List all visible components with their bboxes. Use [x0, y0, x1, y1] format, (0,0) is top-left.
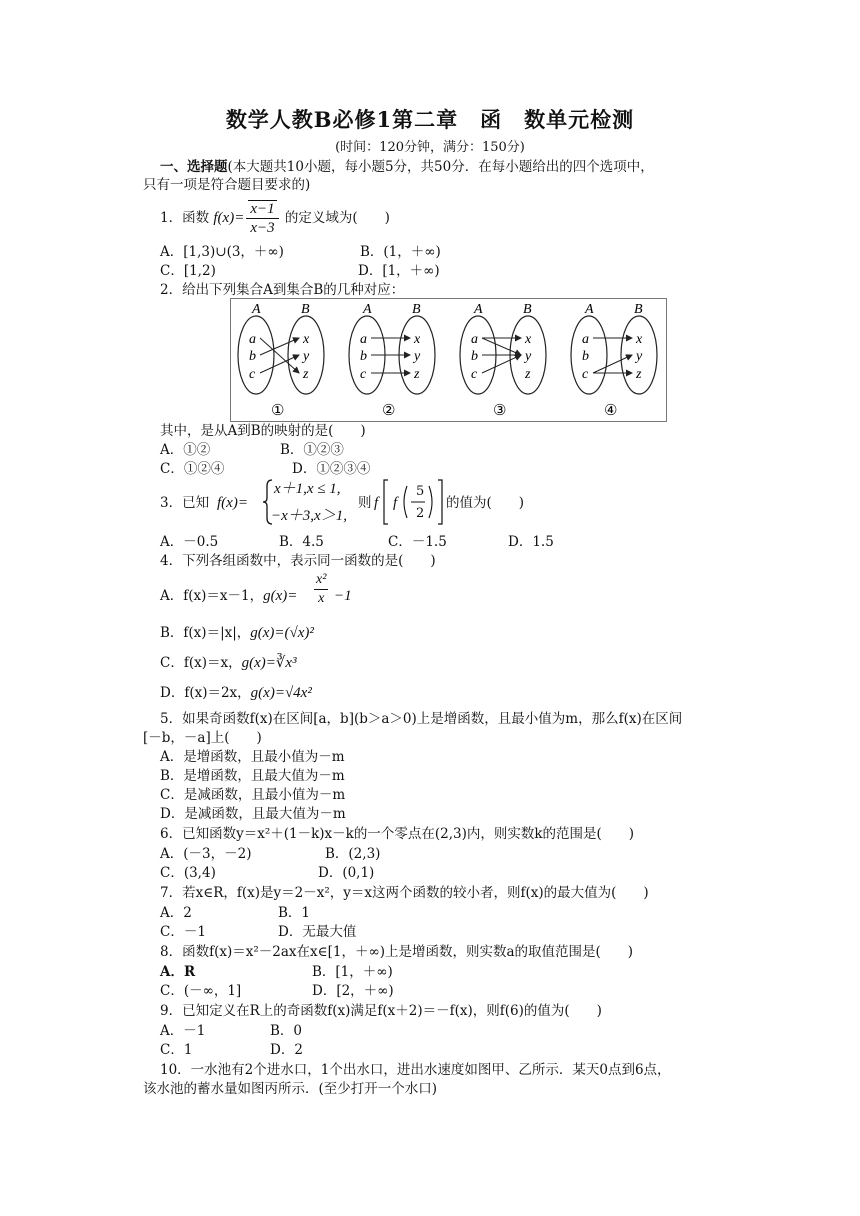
q7-option-c: C．－1: [160, 924, 206, 940]
q5-line-1: 5．如果奇函数f(x)在区间[a，b](b＞a＞0)上是增函数，且最小值为m，那么f(x)在区间: [160, 711, 683, 727]
q4-a-left: A．f(x)＝x－1，: [160, 588, 264, 604]
element-a: a: [249, 332, 256, 347]
page-subtitle: (时间：120分钟，满分：150分): [335, 140, 525, 155]
q3-option-b: B．4.5: [279, 534, 324, 550]
element-z: z: [303, 367, 309, 382]
section-heading-line: [160, 158, 654, 176]
q1-suffix: 的定义域为( ): [284, 210, 390, 226]
q8-option-a: A．R: [160, 964, 196, 980]
element-c: c: [582, 367, 589, 382]
q1-option-a: A．[1,3)∪(3，＋∞): [160, 244, 284, 260]
q3-case-1: x＋1,x ≤ 1,: [274, 481, 341, 497]
q4-option-b: [160, 624, 314, 642]
mapping-arrow: [482, 355, 521, 373]
element-a: a: [582, 332, 589, 347]
q9-option-d: D．2: [270, 1042, 303, 1058]
q1-fraction: [246, 200, 278, 237]
set-a-label: A: [363, 302, 372, 317]
mapping-arrow: [593, 355, 632, 373]
element-b: b: [582, 349, 589, 364]
mapping-arrow: [260, 355, 299, 373]
q5-option-c: C．是减函数，且最小值为－m: [160, 787, 346, 803]
q4-option-a: [160, 587, 297, 605]
q5-option-d: D．是减函数，且最大值为－m: [160, 806, 346, 822]
mapping-arrow: [260, 338, 299, 373]
q10-line-2: 该水池的蓄水量如图丙所示．(至少打开一个水口): [143, 1081, 438, 1097]
q1-option-c: C．[1,2): [160, 263, 216, 279]
element-z: z: [414, 367, 420, 382]
q2-text: 2．给出下列集合A到集合B的几种对应：: [160, 282, 405, 298]
q4-d-left: D．f(x)＝2x，: [160, 685, 251, 701]
q6-text: 6．已知函数y＝x²＋(1－k)x－k的一个零点在(2,3)内，则实数k的范围是( ): [160, 826, 635, 842]
element-z: z: [636, 367, 642, 382]
q8-option-c: C．(－∞，1]: [160, 983, 242, 999]
q4-a-tail: −1: [334, 588, 352, 604]
element-x: x: [303, 332, 310, 347]
set-a-label: A: [585, 302, 594, 317]
q3-inner-f: f: [393, 495, 398, 511]
set-b-label: B: [523, 302, 532, 317]
question-1: [160, 200, 390, 237]
q9-option-b: B．0: [270, 1023, 303, 1039]
element-x: x: [636, 332, 643, 347]
q3-fx: f(x)=: [217, 495, 248, 511]
q1-option-d: D．[1，＋∞): [358, 263, 440, 279]
q6-option-b: B．(2,3): [325, 846, 381, 862]
q3-option-a: A．－0.5: [160, 534, 219, 550]
q1-option-b: B．(1，＋∞): [360, 244, 441, 260]
q3-suffix: 的值为( ): [446, 495, 525, 511]
q5-option-a: A．是增函数，且最小值为－m: [160, 749, 345, 765]
element-b: b: [471, 349, 478, 364]
element-z: z: [525, 367, 531, 382]
q4-text: 4．下列各组函数中，表示同一函数的是( ): [160, 553, 436, 569]
q3-brackets: [382, 478, 444, 526]
element-b: b: [249, 349, 256, 364]
element-c: c: [249, 367, 256, 382]
section-desc-1: (本大题共10小题，每小题5分，共50分．在每小题给出的四个选项中，: [227, 159, 654, 175]
element-y: y: [414, 349, 421, 364]
q10-line-1: 10．一水池有2个进水口，1个出水口，进出水速度如图甲、乙所示．某天0点到6点，: [160, 1062, 671, 1078]
set-a-ellipse: [571, 316, 607, 394]
q4-a-numerator: x²: [314, 571, 328, 590]
diagram-label: ④: [604, 401, 618, 419]
q7-option-a: A．2: [160, 905, 192, 921]
q1-fx: f(x)=: [213, 210, 245, 226]
element-x: x: [414, 332, 421, 347]
mapping-arrow: [260, 338, 299, 355]
q9-option-a: A．－1: [160, 1023, 206, 1039]
q8-option-d: D．[2，＋∞): [312, 983, 394, 999]
set-b-label: B: [301, 302, 310, 317]
section-desc-2: 只有一项是符合题目要求的): [143, 177, 311, 193]
q7-text: 7．若x∈R，f(x)是y＝2－x²，y＝x这两个函数的较小者，则f(x)的最大值为( ): [160, 885, 649, 901]
set-a-label: A: [474, 302, 483, 317]
element-c: c: [360, 367, 367, 382]
q4-b-g: g(x)=(√x)²: [250, 625, 314, 641]
q9-text: 9．已知定义在R上的奇函数f(x)满足f(x＋2)＝－f(x)，则f(6)的值为( ): [160, 1003, 602, 1019]
diagram-label: ③: [493, 401, 507, 419]
mapping-diagram-svg: [231, 299, 666, 421]
q6-option-a: A．(－3，－2): [160, 846, 252, 862]
q1-denominator: x−3: [250, 220, 275, 236]
set-a-ellipse: [238, 316, 274, 394]
mapping-diagram-3: [460, 302, 546, 419]
section-heading: 一、选择题: [160, 159, 228, 175]
q2-option-a: A．①②: [160, 442, 211, 458]
q4-a-g: g(x)=: [263, 588, 298, 604]
q2-option-b: B．①②③: [280, 442, 344, 458]
q2-ask: 其中，是从A到B的映射的是( ): [160, 423, 366, 439]
q1-prefix: 1．函数: [160, 210, 210, 226]
mapping-diagram-2: [349, 302, 435, 419]
mapping-diagram: [230, 298, 667, 422]
q2-option-c: C．①②④: [160, 461, 225, 477]
diagram-label: ①: [271, 401, 285, 419]
q3-case-2: −x＋3,x＞1,: [271, 508, 347, 524]
q4-option-d: [160, 684, 312, 702]
set-b-label: B: [634, 302, 643, 317]
element-b: b: [360, 349, 367, 364]
element-y: y: [525, 349, 532, 364]
q5-line-2: [－b，－a]上( ): [143, 730, 262, 746]
q9-option-c: C．1: [160, 1042, 193, 1058]
q7-option-b: B．1: [278, 905, 311, 921]
q4-d-g: g(x)=√4x²: [250, 685, 312, 701]
q4-b-left: B．f(x)＝|x|，: [160, 625, 251, 641]
mapping-diagram-4: [571, 302, 657, 419]
q7-option-d: D．无最大值: [278, 924, 357, 940]
q3-two: 2: [416, 506, 425, 521]
mapping-diagram-1: [238, 302, 324, 419]
q4-c-left: C．f(x)＝x，: [160, 655, 242, 671]
diagram-label: ②: [382, 401, 396, 419]
q8-option-b: B．[1，＋∞): [312, 964, 393, 980]
element-x: x: [525, 332, 532, 347]
set-b-label: B: [412, 302, 421, 317]
q8-text: 8．函数f(x)＝x²－2ax在x∈[1，＋∞)上是增函数，则实数a的取值范围是( ): [160, 944, 634, 960]
element-y: y: [303, 349, 310, 364]
q3-five: 5: [416, 484, 425, 499]
q3-option-d: D．1.5: [508, 534, 554, 550]
q5-option-b: B．是增函数，且最大值为－m: [160, 768, 345, 784]
q4-a-fraction: [314, 571, 328, 608]
q3-prefix: 3．已知: [160, 495, 210, 511]
page-title: 数学人教B必修1第二章 函 数单元检测: [225, 107, 635, 132]
q4-a-denominator: x: [318, 591, 325, 606]
element-a: a: [471, 332, 478, 347]
q3-middle: 则: [358, 495, 372, 511]
element-y: y: [636, 349, 643, 364]
set-a-label: A: [252, 302, 261, 317]
q2-option-d: D．①②③④: [292, 461, 371, 477]
element-c: c: [471, 367, 478, 382]
q3-option-c: C．－1.5: [388, 534, 447, 550]
q1-numerator: x−1: [250, 201, 275, 217]
q6-option-d: D．(0,1): [318, 865, 375, 881]
q6-option-c: C．(3,4): [160, 865, 216, 881]
element-a: a: [360, 332, 367, 347]
q4-c-g: g(x)=∛x³: [241, 655, 297, 671]
mapping-arrow: [482, 338, 521, 355]
q4-option-c: [160, 654, 297, 672]
q3-outer-f: f: [374, 495, 379, 511]
